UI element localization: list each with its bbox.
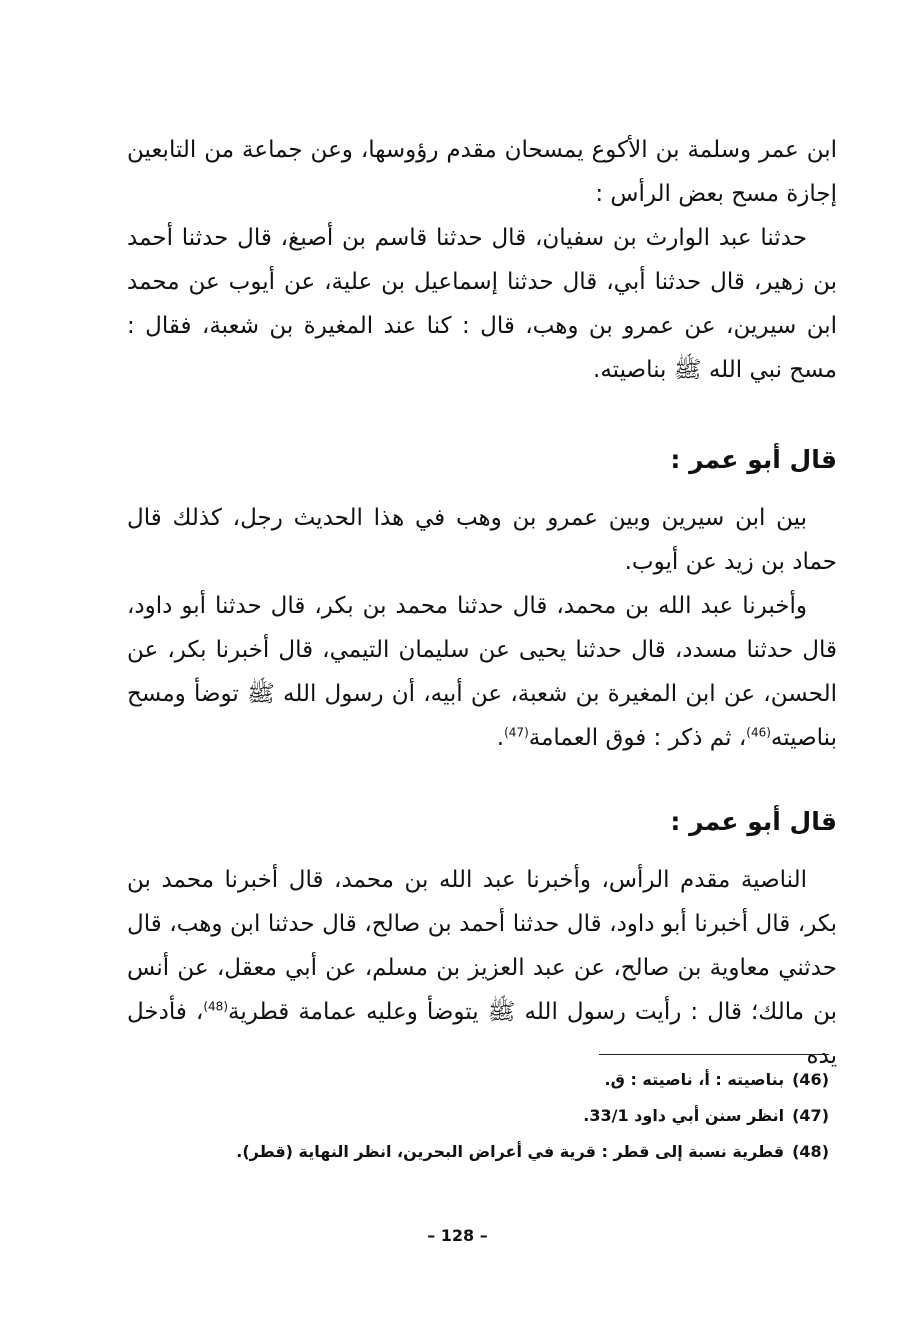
footnote-reference[interactable]: (47) xyxy=(504,725,529,740)
footnote-text: بناصيته : أ، ناصيته : ق. xyxy=(604,1070,785,1089)
paragraph: ابن عمر وسلمة بن الأكوع يمسحان مقدم رؤوسها، وعن جماعة من التابعين إجازة مسح بعض الرأس : xyxy=(127,137,837,207)
paragraph xyxy=(127,858,837,1078)
paragraph xyxy=(127,584,837,760)
paragraph-text: الناصية مقدم الرأس، وأخبرنا عبد الله بن محمد، قال أخبرنا محمد بن بكر، قال أخبرنا أبو داود، قال حدثنا أحمد بن صالح، قال حدثنا ابن وهب، قال حدثني معاوية بن صالح، عن عبد العزيز بن مسلم، عن أبي معقل، عن أنس بن مالك؛ قال : رأيت رسول الله ﷺ يتوضأ وعليه عمامة قطرية xyxy=(127,867,837,1025)
footnote-47 xyxy=(129,1098,829,1134)
footnotes xyxy=(129,1062,829,1170)
footnote-48 xyxy=(129,1134,829,1170)
section-heading: قال أبو عمر : xyxy=(670,807,837,836)
footnote-reference[interactable]: (48) xyxy=(203,999,229,1014)
section-heading: قال أبو عمر : xyxy=(670,445,837,474)
page-number: – 128 – xyxy=(427,1226,488,1245)
footnote-number: (46) xyxy=(792,1070,829,1089)
paragraph-text: وأخبرنا عبد الله بن محمد، قال حدثنا محمد بن بكر، قال حدثنا أبو داود، قال حدثنا مسدد، قال حدثنا يحيى عن سليمان التيمي، قال أخبرنا بكر، عن الحسن، عن ابن المغيرة بن شعبة، عن أبيه، أن رسول الله ﷺ توضأ ومسح بناصيته xyxy=(127,593,837,751)
footnote-text: انظر سنن أبي داود 33/1. xyxy=(583,1106,785,1125)
paragraph: بين ابن سيرين وبين عمرو بن وهب في هذا الحديث رجل، كذلك قال حماد بن زيد عن أيوب. xyxy=(127,505,837,575)
paragraph-text: ، فأدخل يده xyxy=(127,999,837,1069)
footnote-text: قطرية نسبة إلى قطر : قرية في أعراض البحرين، انظر النهاية (قطر). xyxy=(236,1142,785,1161)
text-block-1 xyxy=(127,128,837,392)
paragraph: حدثنا عبد الوارث بن سفيان، قال حدثنا قاسم بن أصبغ، قال حدثنا أحمد بن زهير، قال حدثنا أبي، قال حدثنا إسماعيل بن علية، عن أيوب عن محمد ابن سيرين، عن عمرو بن وهب، قال : كنا عند المغيرة بن شعبة، فقال : مسح نبي الله ﷺ بناصيته. xyxy=(127,225,837,383)
paragraph-text: . xyxy=(496,725,505,751)
footnote-number: (47) xyxy=(792,1106,829,1125)
footnote-number: (48) xyxy=(792,1142,829,1161)
text-block-3 xyxy=(127,858,837,1078)
paragraph-text: ، ثم ذكر : فوق العمامة xyxy=(528,725,747,751)
footnote-reference[interactable]: (46) xyxy=(746,725,771,740)
footnote-divider xyxy=(599,1054,829,1055)
text-block-2 xyxy=(127,496,837,760)
footnote-46 xyxy=(129,1062,829,1098)
